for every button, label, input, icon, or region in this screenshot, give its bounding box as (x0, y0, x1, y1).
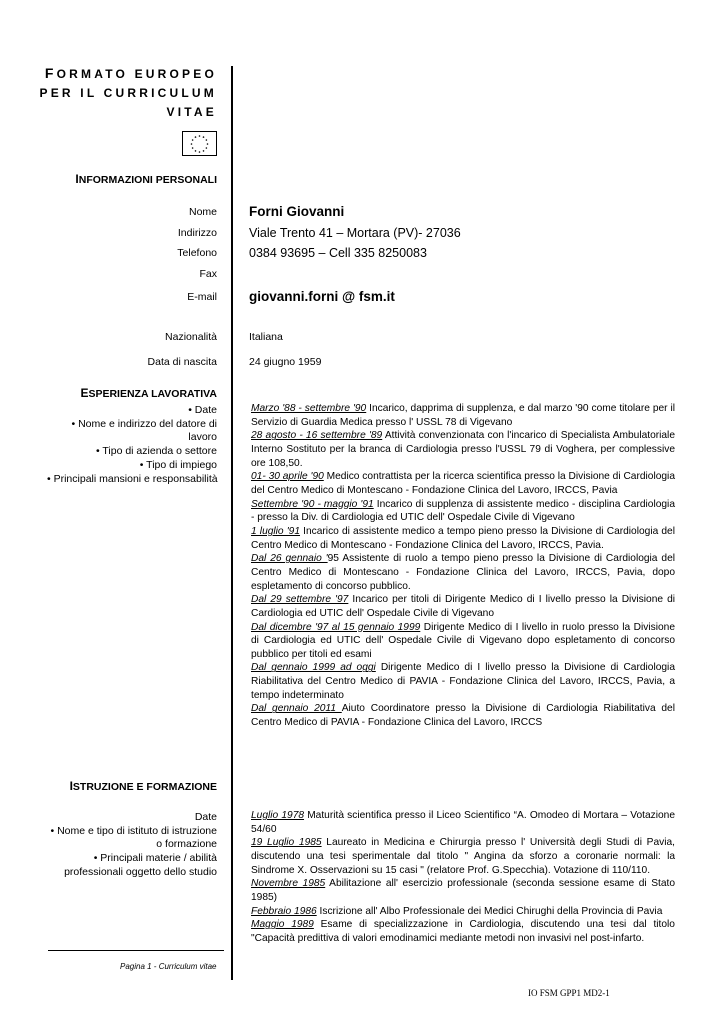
label-indirizzo: Indirizzo (177, 227, 217, 239)
value-telefono: 0384 93695 – Cell 335 8250083 (249, 246, 427, 260)
education-labels (47, 811, 217, 880)
experience-entries (251, 402, 675, 730)
education-heading: ISTRUZIONE E FORMAZIONE (69, 779, 217, 793)
experience-entry: Dal 29 settembre '97 Incarico per titoli di Dirigente Medico di I livello presso la Divisione di Cardiologia ed UTIC dell' Ospedale Civile di Vigevano (251, 594, 676, 619)
label-edu-date: Date (194, 811, 217, 823)
education-entry: Novembre 1985 Abilitazione all' esercizio professionale (seconda sessione esame di Stato 1985) (251, 878, 675, 903)
label-tipo-impiego: • Tipo di impiego (139, 458, 217, 471)
education-entries (251, 809, 675, 946)
value-nazionalita: Italiana (249, 331, 283, 343)
experience-entry: Settembre '90 - maggio '91 Incarico di supplenza di assistente medico - disciplina Cardiologia - presso la Div. di Cardiologia ed UTIC dell' Ospedale Civile di Vigevano (251, 498, 675, 524)
label-nome: Nome (188, 206, 217, 218)
value-indirizzo: Viale Trento 41 – Mortara (PV)- 27036 (249, 226, 461, 240)
value-nome: Forni Giovanni (249, 204, 345, 219)
education-entry: Luglio 1978 Maturità scientifica presso il Liceo Scientifico “A. Omodeo di Mortara – Votazione 54/60 (251, 810, 676, 835)
label-data-nascita: Data di nascita (147, 356, 217, 368)
value-data-nascita: 24 giugno 1959 (249, 356, 322, 368)
label-email: E-mail (187, 291, 217, 303)
label-fax: Fax (199, 268, 217, 280)
footer-divider (48, 950, 224, 951)
personal-info-heading: INFORMAZIONI PERSONALI (75, 172, 217, 186)
experience-labels (47, 404, 217, 486)
experience-entry: 28 agosto - 16 settembre '89 Attività convenzionata con l'incarico di Specialista Ambulatoriale Interno Sostituto per la branca di Cardiologia presso l'USSL 79 di Voghera, per complessive ore 108,50. (251, 430, 675, 469)
column-divider (231, 66, 233, 980)
label-nazionalita: Nazionalità (165, 331, 217, 343)
label-istituto: • Nome e tipo di istituto di istruzione o formazione (50, 824, 217, 851)
cv-title (39, 64, 217, 122)
eu-flag-icon (182, 131, 217, 156)
experience-entry: 1 luglio '91 Incarico di assistente medico a tempo pieno presso la Divisione di Cardiologia del Centro Medico di Montescano - Fondazione Clinica del Lavoro, IRCCS, Pavia. (251, 525, 675, 551)
title-line-2: PER IL CURRICULUM (39, 86, 217, 100)
title-line-3: VITAE (166, 105, 217, 119)
footer-document-code: IO FSM GPP1 MD2-1 (528, 988, 610, 998)
label-datore: • Nome e indirizzo del datore di lavoro (71, 417, 217, 444)
experience-entry: Dal gennaio 2011 Aiuto Coordinatore presso la Divisione di Cardiologia Riabilitativa del Centro Medico di PAVIA - Fondazione Clinica del Lavoro, IRCCS (251, 703, 675, 729)
experience-entry: Marzo '88 - settembre '90 Incarico, dapprima di supplenza, e dal marzo '90 come titolare per il Servizio di Guardia Medica presso l' USSL 78 di Vigevano (251, 403, 675, 428)
experience-entry: Dal gennaio 1999 ad oggi Dirigente Medico di I livello presso la Divisione di Cardiologia Riabilitativa del Centro Medico di PAVIA - Fondazione Clinica del Lavoro, IRCCS, Pavia, a tempo indeterminato (251, 662, 675, 701)
education-entry: Febbraio 1986 Iscrizione all' Albo Professionale dei Medici Chirughi della Provincia di Pavia (251, 905, 663, 917)
label-telefono: Telefono (177, 247, 217, 259)
experience-heading: ESPERIENZA LAVORATIVA (80, 386, 217, 400)
value-email[interactable]: giovanni.forni @ fsm.it (249, 289, 395, 304)
education-entry: 19 Luglio 1985 Laureato in Medicina e Chirurgia presso l' Università degli Studi di Pavia, discutendo una tesi sperimentale dal titolo " Angina da sforzo a coronarie normali: la Sindrome X. Osservazioni su 15 casi " (relatore Prof. G.Specchia). Votazione di 110/110. (251, 837, 675, 876)
experience-entry: Dal dicembre '97 al 15 gennaio 1999 Dirigente Medico di I livello in ruolo presso la Divisione di Cardiologia ed UTIC dell' Ospedale Civile di Vigevano dopo espletamento di concorso pubblico per titoli ed esami (251, 621, 675, 660)
experience-entry: 01- 30 aprile '90 Medico contrattista per la ricerca scientifica presso la Divisione di Cardiologia del Centro Medico di Montescano - Fondazione Clinica del Lavoro, IRCCS, Pavia (251, 471, 675, 496)
education-entry: Maggio 1989 Esame di specializzazione in Cardiologia, discutendo una tesi dal titolo "Capacità predittiva di valori emodinamici mediante metodi non invasivi nel post-infarto. (251, 919, 675, 944)
label-materie: • Principali materie / abilità professionali oggetto dello studio (64, 852, 217, 878)
label-mansioni: • Principali mansioni e responsabilità (47, 472, 218, 485)
label-tipo-azienda: • Tipo di azienda o settore (95, 445, 217, 458)
title-line-1: ORMATO EUROPEO (56, 67, 217, 81)
experience-entry: Dal 26 gennaio '95 Assistente di ruolo a tempo pieno presso la Divisione di Cardiologia del Centro Medico di Montescano - Fondazione Clinica del Lavoro, IRCCS, Pavia, dopo espletamento di concorso pubblico. (251, 553, 675, 592)
title-initial: F (44, 65, 57, 81)
footer-page-label: Pagina 1 - Curriculum vitae (120, 962, 217, 971)
label-date: • Date (188, 404, 217, 416)
